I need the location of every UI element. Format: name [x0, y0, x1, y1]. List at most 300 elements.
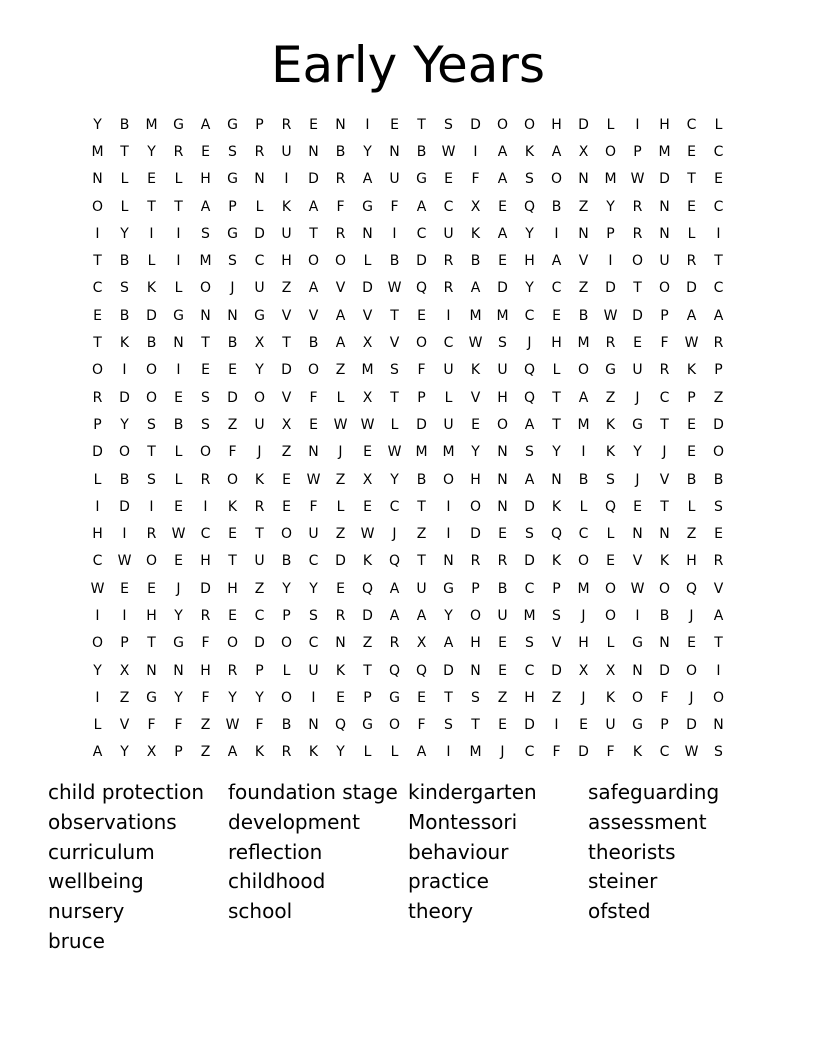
grid-letter: Z: [362, 635, 373, 652]
grid-letter: T: [417, 553, 426, 570]
grid-letter: K: [254, 744, 265, 761]
grid-letter: O: [145, 389, 158, 406]
grid-row: [84, 439, 732, 466]
grid-letter: J: [500, 744, 505, 761]
grid-letter: R: [92, 389, 103, 406]
grid-letter: S: [120, 280, 129, 297]
grid-letter: A: [308, 280, 319, 297]
grid-letter: L: [606, 116, 615, 133]
grid-letter: G: [389, 689, 400, 706]
grid-letter: I: [446, 744, 451, 761]
grid-letter: C: [686, 116, 697, 133]
word-list-item: safeguarding: [588, 780, 720, 804]
grid-letter: K: [254, 471, 265, 488]
grid-letter: G: [443, 580, 454, 597]
word-search-grid: [84, 111, 732, 766]
grid-letter: R: [443, 253, 454, 270]
grid-row: [84, 275, 732, 302]
grid-letter: I: [581, 444, 586, 461]
grid-letter: S: [525, 444, 534, 461]
grid-letter: M: [442, 444, 455, 461]
grid-letter: P: [633, 143, 642, 160]
grid-letter: I: [122, 607, 127, 624]
grid-letter: G: [254, 307, 265, 324]
grid-letter: S: [471, 689, 480, 706]
grid-letter: L: [444, 389, 453, 406]
grid-letter: K: [362, 553, 373, 570]
grid-letter: E: [174, 389, 183, 406]
grid-letter: D: [308, 171, 319, 188]
grid-letter: D: [524, 717, 535, 734]
grid-letter: D: [578, 744, 589, 761]
grid-letter: S: [444, 717, 453, 734]
grid-letter: Y: [633, 444, 642, 461]
grid-letter: B: [119, 116, 130, 133]
grid-letter: N: [227, 307, 238, 324]
grid-letter: O: [631, 253, 644, 270]
word-list-item: observations: [48, 809, 177, 834]
grid-letter: Z: [686, 526, 697, 543]
grid-letter: N: [362, 225, 373, 242]
grid-letter: D: [470, 526, 481, 543]
grid-letter: M: [658, 143, 671, 160]
grid-letter: P: [687, 389, 696, 406]
grid-letter: W: [630, 171, 645, 188]
grid-letter: A: [443, 635, 454, 652]
grid-letter: W: [387, 444, 402, 461]
grid-letter: P: [255, 662, 264, 679]
grid-letter: R: [632, 225, 643, 242]
grid-letter: O: [550, 171, 563, 188]
grid-letter: A: [497, 171, 508, 188]
grid-letter: G: [227, 225, 238, 242]
grid-letter: E: [687, 635, 696, 652]
grid-letter: E: [498, 253, 507, 270]
grid-letter: O: [280, 635, 293, 652]
grid-letter: F: [390, 198, 399, 215]
grid-letter: L: [687, 498, 696, 515]
grid-letter: Y: [93, 662, 102, 679]
grid-letter: F: [660, 689, 669, 706]
grid-letter: J: [230, 280, 235, 297]
grid-letter: F: [417, 717, 426, 734]
grid-letter: O: [307, 362, 320, 379]
grid-letter: K: [605, 689, 616, 706]
grid-letter: T: [660, 416, 669, 433]
grid-row: [84, 302, 732, 329]
grid-letter: Z: [200, 717, 211, 734]
grid-letter: I: [176, 253, 181, 270]
grid-letter: O: [442, 471, 455, 488]
grid-letter: Y: [525, 280, 534, 297]
grid-letter: E: [336, 580, 345, 597]
grid-letter: A: [551, 143, 562, 160]
grid-letter: J: [689, 689, 694, 706]
grid-letter: O: [280, 526, 293, 543]
grid-letter: W: [117, 553, 132, 570]
grid-row: [84, 220, 732, 247]
grid-letter: J: [392, 526, 397, 543]
grid-letter: S: [525, 171, 534, 188]
word-list-item: Montessori: [408, 809, 518, 834]
grid-letter: T: [255, 526, 264, 543]
grid-letter: O: [91, 362, 104, 379]
grid-letter: V: [659, 471, 670, 488]
grid-letter: W: [468, 335, 483, 352]
grid-letter: V: [470, 389, 481, 406]
grid-letter: V: [578, 253, 589, 270]
grid-letter: Q: [604, 498, 617, 515]
grid-letter: J: [581, 607, 586, 624]
grid-letter: S: [201, 225, 210, 242]
grid-letter: U: [416, 580, 427, 597]
grid-letter: L: [93, 471, 102, 488]
grid-letter: Q: [415, 662, 428, 679]
grid-letter: M: [91, 143, 104, 160]
grid-letter: I: [554, 717, 559, 734]
grid-letter: O: [199, 444, 212, 461]
grid-letter: D: [119, 498, 130, 515]
grid-letter: O: [199, 280, 212, 297]
grid-letter: E: [714, 526, 723, 543]
grid-letter: U: [308, 526, 319, 543]
grid-letter: U: [497, 607, 508, 624]
grid-row: [84, 657, 732, 684]
grid-letter: E: [201, 143, 210, 160]
grid-letter: K: [146, 280, 157, 297]
grid-letter: K: [686, 362, 697, 379]
grid-letter: M: [145, 116, 158, 133]
grid-letter: X: [146, 744, 157, 761]
grid-letter: L: [174, 171, 183, 188]
grid-letter: U: [497, 362, 508, 379]
grid-letter: D: [92, 444, 103, 461]
grid-letter: M: [469, 307, 482, 324]
grid-letter: H: [200, 662, 211, 679]
grid-letter: E: [687, 416, 696, 433]
grid-letter: G: [632, 717, 643, 734]
grid-letter: R: [713, 553, 724, 570]
grid-letter: L: [255, 198, 264, 215]
grid-letter: N: [497, 498, 508, 515]
grid-letter: E: [201, 362, 210, 379]
grid-letter: P: [714, 362, 723, 379]
grid-letter: A: [335, 307, 346, 324]
grid-letter: C: [524, 744, 535, 761]
grid-letter: Z: [551, 689, 562, 706]
grid-letter: M: [361, 362, 374, 379]
grid-letter: E: [309, 116, 318, 133]
grid-letter: E: [633, 335, 642, 352]
grid-letter: C: [524, 662, 535, 679]
grid-letter: Q: [388, 553, 401, 570]
grid-row: [84, 630, 732, 657]
grid-row: [84, 138, 732, 165]
grid-letter: E: [309, 416, 318, 433]
grid-letter: T: [633, 280, 642, 297]
grid-letter: V: [362, 307, 373, 324]
grid-letter: A: [497, 225, 508, 242]
grid-letter: B: [335, 143, 346, 160]
grid-letter: A: [416, 744, 427, 761]
grid-letter: T: [417, 116, 426, 133]
grid-letter: K: [335, 662, 346, 679]
grid-letter: D: [146, 307, 157, 324]
grid-letter: I: [635, 607, 640, 624]
grid-letter: F: [417, 362, 426, 379]
grid-letter: N: [308, 717, 319, 734]
grid-letter: X: [281, 416, 292, 433]
grid-letter: J: [257, 444, 262, 461]
grid-letter: T: [93, 253, 102, 270]
grid-letter: G: [362, 717, 373, 734]
grid-letter: T: [714, 635, 723, 652]
grid-letter: G: [605, 362, 616, 379]
grid-letter: T: [228, 553, 237, 570]
grid-letter: T: [417, 498, 426, 515]
page-title: Early Years: [270, 36, 546, 94]
grid-letter: U: [254, 280, 265, 297]
grid-letter: N: [632, 526, 643, 543]
grid-letter: E: [417, 307, 426, 324]
grid-letter: E: [390, 116, 399, 133]
grid-letter: L: [174, 444, 183, 461]
grid-letter: F: [147, 717, 156, 734]
word-list-item: foundation stage: [228, 780, 398, 804]
grid-row: [84, 466, 732, 493]
grid-letter: Y: [255, 689, 264, 706]
grid-letter: R: [632, 198, 643, 215]
grid-letter: L: [687, 225, 696, 242]
grid-letter: E: [282, 471, 291, 488]
grid-letter: E: [363, 444, 372, 461]
grid-letter: N: [659, 635, 670, 652]
grid-letter: A: [362, 171, 373, 188]
grid-letter: F: [606, 744, 615, 761]
grid-letter: K: [605, 444, 616, 461]
grid-letter: E: [120, 580, 129, 597]
grid-letter: O: [712, 689, 725, 706]
grid-letter: E: [552, 307, 561, 324]
grid-letter: F: [336, 198, 345, 215]
grid-letter: B: [497, 580, 508, 597]
word-list-item: assessment: [588, 809, 707, 834]
grid-letter: U: [443, 416, 454, 433]
grid-letter: D: [578, 116, 589, 133]
grid-letter: O: [658, 580, 671, 597]
grid-letter: D: [632, 307, 643, 324]
grid-letter: N: [308, 444, 319, 461]
grid-letter: L: [93, 717, 102, 734]
grid-letter: T: [714, 253, 723, 270]
grid-letter: E: [93, 307, 102, 324]
grid-letter: U: [281, 143, 292, 160]
grid-letter: B: [686, 471, 697, 488]
grid-row: [84, 520, 732, 547]
grid-letter: U: [632, 362, 643, 379]
grid-letter: E: [174, 553, 183, 570]
grid-letter: B: [146, 335, 157, 352]
grid-letter: O: [388, 717, 401, 734]
grid-letter: J: [635, 471, 640, 488]
grid-letter: B: [551, 198, 562, 215]
grid-letter: B: [659, 607, 670, 624]
grid-letter: X: [578, 662, 589, 679]
grid-letter: K: [632, 744, 643, 761]
grid-letter: E: [579, 717, 588, 734]
grid-letter: N: [497, 471, 508, 488]
grid-letter: L: [120, 171, 129, 188]
grid-letter: J: [176, 580, 181, 597]
grid-letter: E: [228, 362, 237, 379]
grid-letter: D: [470, 116, 481, 133]
grid-letter: S: [525, 526, 534, 543]
grid-letter: H: [470, 471, 481, 488]
grid-letter: I: [176, 362, 181, 379]
grid-letter: B: [389, 253, 400, 270]
grid-letter: O: [604, 607, 617, 624]
grid-letter: D: [605, 280, 616, 297]
grid-letter: O: [415, 335, 428, 352]
grid-letter: M: [199, 253, 212, 270]
grid-letter: T: [390, 389, 399, 406]
grid-letter: N: [200, 307, 211, 324]
grid-letter: G: [227, 171, 238, 188]
grid-letter: E: [498, 526, 507, 543]
grid-letter: L: [714, 116, 723, 133]
grid-letter: C: [578, 526, 589, 543]
grid-letter: T: [687, 171, 696, 188]
grid-letter: G: [173, 307, 184, 324]
grid-letter: E: [147, 171, 156, 188]
grid-letter: Y: [120, 225, 129, 242]
grid-letter: Y: [120, 744, 129, 761]
grid-letter: A: [524, 471, 535, 488]
word-list-item: curriculum: [48, 839, 155, 864]
grid-letter: B: [308, 335, 319, 352]
grid-letter: Y: [174, 607, 183, 624]
grid-letter: C: [308, 635, 319, 652]
grid-letter: F: [228, 444, 237, 461]
grid-letter: K: [470, 225, 481, 242]
grid-letter: E: [417, 689, 426, 706]
grid-letter: R: [605, 335, 616, 352]
grid-letter: B: [227, 335, 238, 352]
grid-letter: Z: [335, 471, 346, 488]
grid-letter: C: [416, 225, 427, 242]
grid-letter: H: [470, 635, 481, 652]
grid-letter: Z: [578, 198, 589, 215]
grid-letter: N: [497, 444, 508, 461]
grid-row: [84, 411, 732, 438]
grid-letter: N: [713, 717, 724, 734]
grid-letter: I: [446, 307, 451, 324]
grid-letter: N: [551, 471, 562, 488]
grid-letter: F: [309, 389, 318, 406]
grid-letter: K: [659, 553, 670, 570]
grid-letter: E: [606, 553, 615, 570]
grid-letter: D: [254, 635, 265, 652]
grid-letter: I: [95, 689, 100, 706]
grid-row: [84, 384, 732, 411]
grid-letter: I: [149, 225, 154, 242]
grid-letter: S: [228, 253, 237, 270]
grid-letter: N: [470, 662, 481, 679]
grid-letter: N: [92, 171, 103, 188]
grid-letter: N: [659, 198, 670, 215]
grid-letter: I: [716, 225, 721, 242]
grid-letter: J: [689, 607, 694, 624]
grid-letter: P: [282, 607, 291, 624]
grid-letter: R: [254, 143, 265, 160]
grid-letter: D: [362, 607, 373, 624]
grid-row: [84, 493, 732, 520]
grid-row: [84, 548, 732, 575]
grid-letter: Q: [550, 526, 563, 543]
grid-letter: U: [254, 553, 265, 570]
grid-letter: I: [716, 662, 721, 679]
grid-letter: W: [630, 580, 645, 597]
grid-letter: E: [174, 498, 183, 515]
grid-letter: C: [524, 307, 535, 324]
grid-letter: W: [684, 335, 699, 352]
grid-letter: V: [713, 580, 724, 597]
grid-letter: Y: [606, 198, 615, 215]
grid-letter: E: [687, 444, 696, 461]
grid-letter: V: [632, 553, 643, 570]
grid-letter: A: [551, 253, 562, 270]
grid-letter: T: [390, 307, 399, 324]
grid-letter: C: [713, 143, 724, 160]
grid-letter: Y: [93, 116, 102, 133]
grid-letter: I: [608, 253, 613, 270]
grid-letter: H: [227, 580, 238, 597]
grid-letter: U: [281, 225, 292, 242]
grid-letter: Q: [334, 717, 347, 734]
grid-row: [84, 575, 732, 602]
grid-letter: O: [91, 198, 104, 215]
grid-letter: D: [281, 362, 292, 379]
grid-letter: R: [200, 607, 211, 624]
grid-letter: D: [335, 553, 346, 570]
grid-letter: A: [578, 389, 589, 406]
grid-letter: W: [387, 280, 402, 297]
grid-letter: O: [334, 253, 347, 270]
grid-letter: R: [659, 362, 670, 379]
grid-letter: X: [578, 143, 589, 160]
grid-letter: L: [606, 526, 615, 543]
grid-letter: Y: [390, 471, 399, 488]
grid-letter: O: [496, 116, 509, 133]
grid-letter: E: [633, 498, 642, 515]
grid-letter: Z: [497, 689, 508, 706]
grid-letter: Z: [416, 526, 427, 543]
grid-letter: H: [686, 553, 697, 570]
grid-letter: G: [632, 416, 643, 433]
grid-letter: K: [227, 498, 238, 515]
grid-letter: Q: [361, 580, 374, 597]
grid-letter: X: [119, 662, 130, 679]
grid-letter: D: [524, 498, 535, 515]
grid-letter: L: [174, 471, 183, 488]
grid-letter: P: [660, 307, 669, 324]
grid-letter: A: [713, 307, 724, 324]
grid-letter: K: [281, 198, 292, 215]
word-list-item: bruce: [48, 928, 105, 953]
grid-letter: E: [498, 662, 507, 679]
grid-letter: B: [119, 307, 130, 324]
grid-letter: M: [523, 607, 536, 624]
